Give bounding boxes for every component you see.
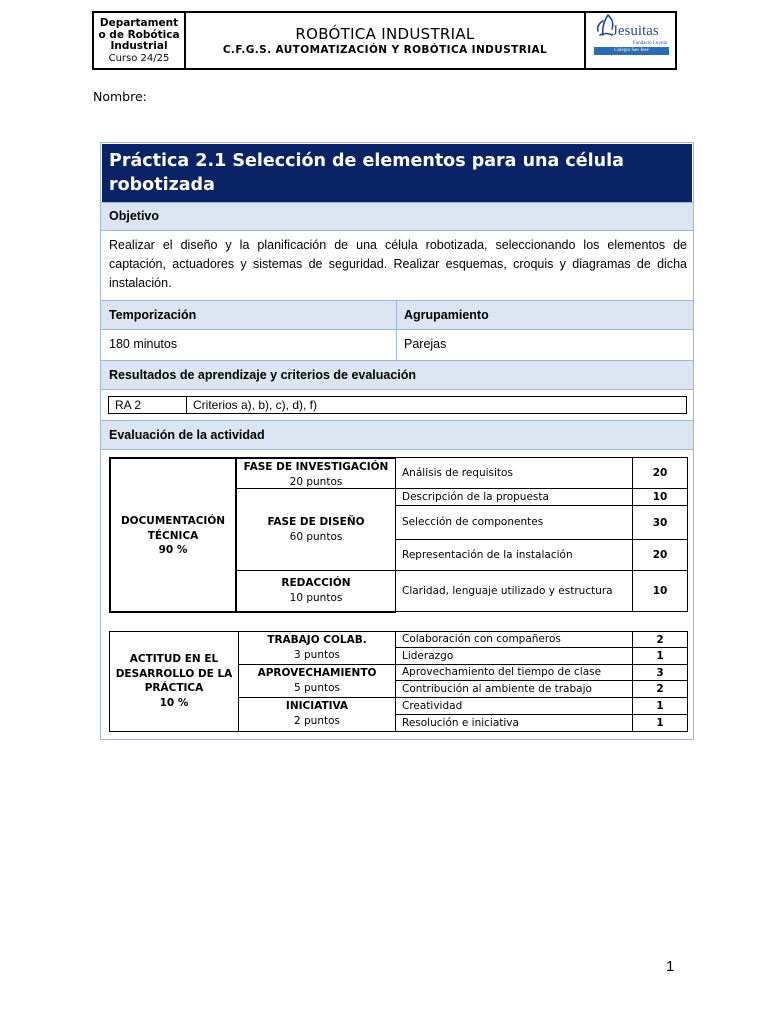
phase-use-of-time — [238, 664, 396, 698]
evaluation-header: Evaluación de la actividad — [101, 420, 693, 450]
objective-text: Realizar el diseño y la planificación de una célula robotizada, seleccionando los elementos de captación, actuadores y sistemas de seguridad. Realizar esquemas, croquis y diagramas de dicha instalación. — [109, 238, 687, 290]
phase-design — [236, 488, 396, 571]
ra-table — [108, 396, 687, 414]
title-cell — [186, 13, 586, 68]
phase-writing-name: REDACCIÓN — [281, 577, 351, 589]
phase-design-points: 60 puntos — [289, 530, 343, 543]
phase-writing-points: 10 puntos — [289, 591, 343, 604]
criterion-score: 2 — [632, 680, 688, 698]
logo-school-bar: Colegio San José — [594, 47, 669, 55]
phase-investigation-name: FASE DE INVESTIGACIÓN — [243, 461, 389, 473]
column-divider — [396, 300, 397, 360]
criterion-score: 1 — [632, 714, 688, 732]
phase-teamwork-name: TRABAJO COLAB. — [267, 634, 367, 646]
attitude-label-line-3: PRÁCTICA — [144, 682, 204, 694]
phase-design-name: FASE DE DISEÑO — [267, 516, 365, 528]
criterion-row: Colaboración con compañeros — [395, 631, 633, 648]
criterion-row: Selección de componentes — [395, 505, 633, 540]
department-line-3: Industrial — [110, 40, 168, 52]
criterion-row: Claridad, lenguaje utilizado y estructura — [395, 570, 633, 612]
criterion-row: Liderazgo — [395, 647, 633, 665]
practice-sheet — [100, 142, 694, 740]
course-label: Curso 24/25 — [108, 52, 170, 64]
department-line-2: o de Robótica — [98, 28, 180, 41]
name-field-label: Nombre: — [93, 89, 147, 104]
phase-initiative-name: INICIATIVA — [285, 700, 349, 712]
documentation-label-line-2: TÉCNICA — [147, 529, 199, 542]
phase-use-of-time-name: APROVECHAMIENTO — [257, 667, 377, 679]
phase-teamwork-points: 3 puntos — [293, 648, 340, 661]
criterion-row: Análisis de requisitos — [395, 457, 633, 489]
criterion-row: Resolución e iniciativa — [395, 714, 633, 732]
practice-title-line-2: robotizada — [109, 175, 215, 195]
criterion-row: Representación de la instalación — [395, 539, 633, 571]
logo-wordmark: Jesuitas — [612, 23, 659, 39]
criterion-score: 10 — [632, 570, 688, 612]
criterion-row: Contribución al ambiente de trabajo — [395, 680, 633, 698]
documentation-label-line-1: DOCUMENTACIÓN — [120, 515, 226, 527]
criterion-score: 20 — [632, 457, 688, 489]
criterion-score: 30 — [632, 505, 688, 540]
documentation-label — [109, 457, 237, 613]
school-logo — [588, 13, 675, 68]
timing-header: Temporización — [109, 308, 197, 322]
criterion-row: Aprovechamiento del tiempo de clase — [395, 664, 633, 681]
criterion-score: 20 — [632, 539, 688, 571]
objective-header: Objetivo — [101, 202, 693, 231]
phase-writing — [236, 570, 396, 613]
timing-grouping-header-row — [101, 300, 693, 330]
document-header — [92, 11, 677, 70]
phase-teamwork — [238, 631, 396, 665]
phase-investigation-points: 20 puntos — [289, 475, 343, 488]
criterion-row: Descripción de la propuesta — [395, 488, 633, 506]
grouping-header: Agrupamiento — [404, 308, 489, 322]
ra-criteria: Criterios a), b), c), d), f) — [193, 398, 318, 412]
criterion-score: 3 — [632, 664, 688, 681]
phase-use-of-time-points: 5 puntos — [293, 681, 340, 694]
attitude-label-line-1: ACTITUD EN EL — [129, 653, 219, 665]
criterion-score: 1 — [632, 697, 688, 715]
phase-initiative — [238, 697, 396, 732]
department-line-1: Departament — [99, 17, 179, 29]
timing-value: 180 minutos — [109, 337, 178, 351]
ra-code: RA 2 — [109, 397, 187, 413]
practice-title — [102, 144, 692, 202]
grouping-value: Parejas — [404, 337, 447, 351]
phase-investigation — [236, 457, 396, 489]
practice-title-line-1: Práctica 2.1 Selección de elementos para una célula — [109, 151, 624, 171]
attitude-label-line-4: 10 % — [159, 696, 189, 709]
attitude-label-line-2: DESARROLLO DE LA — [115, 667, 233, 680]
phase-initiative-points: 2 puntos — [293, 714, 340, 727]
criterion-row: Creatividad — [395, 697, 633, 715]
criterion-score: 2 — [632, 631, 688, 648]
attitude-label — [109, 631, 239, 732]
criterion-score: 1 — [632, 647, 688, 665]
subject-title: ROBÓTICA INDUSTRIAL — [295, 25, 475, 43]
criterion-score: 10 — [632, 488, 688, 506]
results-header: Resultados de aprendizaje y criterios de evaluación — [101, 360, 693, 390]
department-cell — [94, 13, 186, 68]
program-subtitle: C.F.G.S. AUTOMATIZACIÓN Y ROBÓTICA INDUSTRIAL — [222, 44, 548, 56]
documentation-label-line-3: 90 % — [158, 544, 188, 556]
logo-foundation: Fundació Loyola — [632, 41, 667, 46]
page-number: 1 — [666, 958, 675, 975]
